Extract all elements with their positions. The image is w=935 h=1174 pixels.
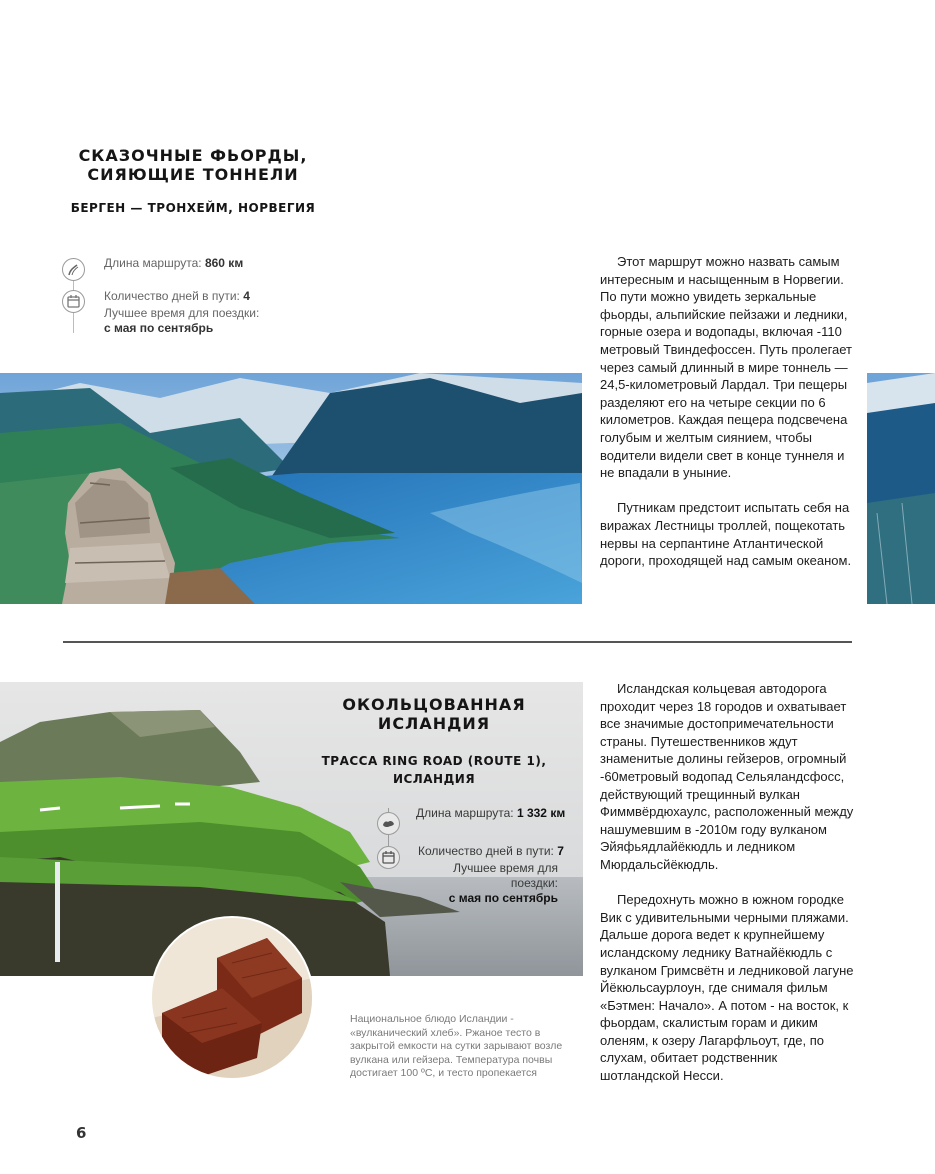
section2-best-time-value: с мая по сентябрь bbox=[448, 891, 558, 905]
section1-best-time-value: с мая по сентябрь bbox=[104, 321, 214, 335]
section1-length-label: Длина маршрута: bbox=[104, 256, 202, 270]
section1-title bbox=[60, 146, 326, 184]
section1-best-time bbox=[104, 306, 259, 336]
caption-line-2: «вулканический хлеб». Ржаное тесто в bbox=[350, 1026, 541, 1039]
bread-photo bbox=[150, 916, 314, 1080]
section2-length bbox=[416, 806, 565, 821]
section2-paragraph-2: Передохнуть можно в южном городке Вик с удивительными черными пляжами. Дальше дорога ведет к крупнейшему исландскому леднику Ватнайёкюдль с вулканом Гримсвётн и ледниковой лагуне Йёкюльсаурлоун, где снималя фильм «Бэтмен: Начало». А потом - на восток, к фьордам, скалистым горам и диким оленям, к озеру Лагарфльоут, где, по слухам, обитает родственник шотландской Несси. bbox=[600, 892, 854, 1084]
section1-best-time-label: Лучшее время для поездки: bbox=[104, 306, 260, 320]
section1-subtitle: БЕРГЕН — ТРОНХЕЙМ, НОРВЕГИЯ bbox=[70, 201, 316, 215]
section1-days-value: 4 bbox=[243, 289, 250, 303]
section1-paragraph-2: Путникам предстоит испытать себя на виражах Лестницы троллей, пощекотать нервы на серпантине Атлантической дороги, проходящей над самым океаном. bbox=[600, 500, 852, 569]
section1-title-line1: СКАЗОЧНЫЕ ФЬОРДЫ, bbox=[78, 146, 308, 165]
calendar-icon bbox=[62, 290, 85, 313]
caption-line-5: достигает 100 ºС, и тесто пропекается bbox=[350, 1067, 537, 1079]
page-number: 6 bbox=[76, 1124, 87, 1142]
section1-length-value: 860 км bbox=[204, 256, 244, 270]
section2-text bbox=[600, 680, 856, 1085]
section2-paragraph-1: Исландская кольцевая автодорога проходит через 18 городов и охватывает все значимые достопримечательности страны. Путешественников ждут знаменитые долины гейзеров, огромный -60метровый водопад Сельяландсфосс, действующий трещинный вулкан Фиммвёрдюхаулс, расположенный между нашумевшим в -2010м году вулканом Эйяфьядлайёкюдль и ледником Мюрдальсйёкюдль. bbox=[600, 681, 854, 872]
section-divider bbox=[63, 641, 852, 643]
section1-text bbox=[600, 253, 852, 570]
caption-line-1: Национальное блюдо Исландии - bbox=[350, 1013, 514, 1025]
bread-caption bbox=[350, 1013, 590, 1081]
section1-days bbox=[104, 289, 250, 304]
section2-best-time-label: Лучшее время для поездки: bbox=[453, 861, 558, 890]
section2-subtitle bbox=[310, 752, 558, 788]
section1-length bbox=[104, 256, 243, 271]
road-icon bbox=[62, 258, 85, 281]
section2-length-value: 1 332 км bbox=[516, 806, 566, 820]
section2-title-line1: ОКОЛЬЦОВАННАЯ bbox=[342, 695, 526, 714]
caption-line-3: закрытой емкости на сутки зарывают возле bbox=[350, 1040, 563, 1052]
section2-days bbox=[418, 844, 564, 859]
section2-subtitle-line1: ТРАССА RING ROAD (ROUTE 1), bbox=[321, 754, 547, 768]
section1-title-line2: СИЯЮЩИЕ ТОННЕЛИ bbox=[87, 165, 299, 184]
fjord-photo bbox=[0, 373, 582, 604]
caption-line-4: вулкана или гейзера. Температура почвы bbox=[350, 1053, 553, 1066]
section2-days-value: 7 bbox=[557, 844, 564, 858]
section2-title bbox=[310, 695, 558, 733]
section2-title-line2: ИСЛАНДИЯ bbox=[377, 714, 491, 733]
map-icon bbox=[377, 812, 400, 835]
section2-days-label: Количество дней в пути: bbox=[418, 844, 554, 858]
section1-paragraph-1: Этот маршрут можно назвать самым интересным и насыщенным в Норвегии. По пути можно увидеть зеркальные фьорды, альпийские пейзажи и ледники, горные озера и водопады, включая -110 метровый Твиндефоссен. Путь пролегает через самый длинный в мире тоннель — 24,5-километровый Лардал. Три пещеры разделяют его на четыре секции по 6 километров. Каждая пещера подсвечена голубым и желтым сиянием, чтобы водители видели свет в конце туннеля и не впадали в уныние. bbox=[600, 254, 853, 481]
calendar-icon bbox=[377, 846, 400, 869]
section1-days-label: Количество дней в пути: bbox=[104, 289, 240, 303]
section2-length-label: Длина маршрута: bbox=[416, 806, 514, 820]
section2-subtitle-line2: ИСЛАНДИЯ bbox=[392, 772, 476, 786]
section2-best-time bbox=[408, 861, 558, 906]
fjord-photo-edge bbox=[867, 373, 935, 604]
